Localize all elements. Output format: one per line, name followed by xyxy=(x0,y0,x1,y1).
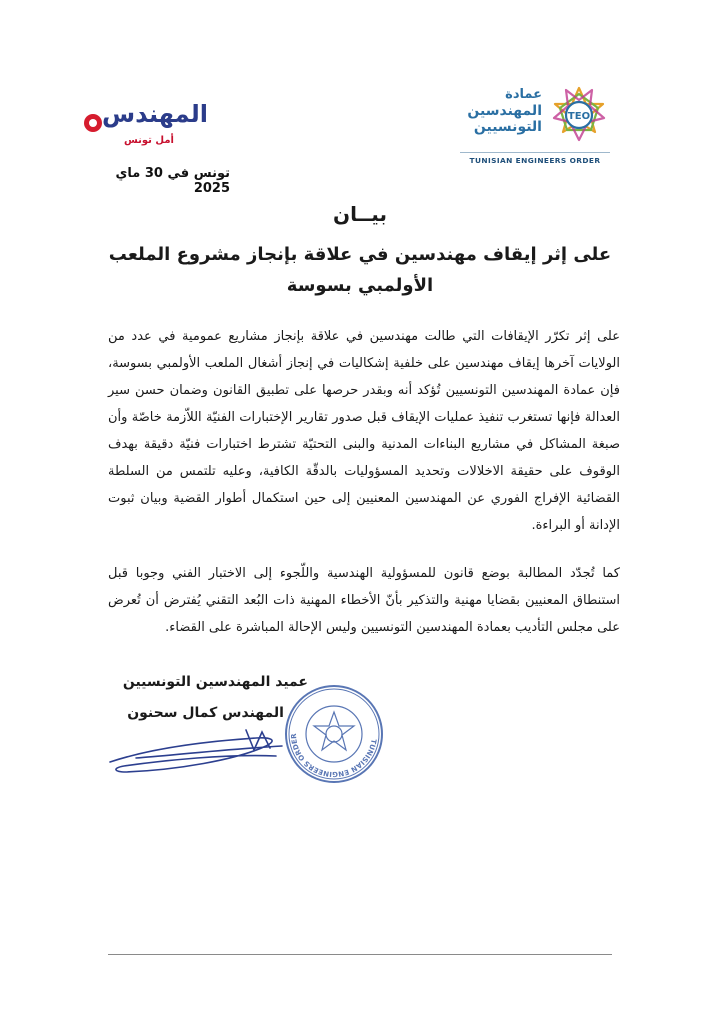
statement-paragraph-2: كما تُجدّد المطالبة بوضع قانون للمسؤولية الهندسية واللّجوء إلى الاختبار الفني وجوبا قبل استنطاق المعنيين بقضايا مهنية والتذكير بأنّ الأخطاء المهنية ذات البُعد التقني يُفترض أن تُعرض على مجلس التأديب بعمادة المهندسين التونسيين وليس الإحالة المباشرة على القضاء. xyxy=(108,566,620,635)
document-type-heading: بيــان xyxy=(333,202,387,226)
ted-emblem-text: TEO xyxy=(567,111,591,122)
ted-star-emblem-icon xyxy=(548,84,610,146)
stamp-text: TUNISIAN ENGINEERS ORDER xyxy=(289,733,378,779)
tunisian-flag-icon xyxy=(84,114,102,132)
ted-logo-english-text: TUNISIAN ENGINEERS ORDER xyxy=(469,156,601,165)
ted-logo-arabic-text xyxy=(467,88,542,135)
statement-paragraph-1: على إثر تكرّر الإيقافات التي طالت مهندسين في علاقة بإنجاز مشاريع عمومية في عدد من الولايات آخرها إيقاف مهندسين على خلفية إشكاليات في إنجاز أشغال الملعب الأولمبي بسوسة، فإن عمادة المهندسين التونسيين تُؤكد أنه وبقدر حرصها على تطبيق القانون وضمان حسن سير العدالة فإنها تستغرب تنفيذ عمليات الإيقاف قبل صدور تقارير الإختبارات الفنيّة اللاّزمة خاصّة وأن صبغة المشاكل في مشاريع البناءات المدنية والبنى التحتيّة تشترط اختبارات فنيّة دقيقة بهدف الوقوف على حقيقة الاخلالات وتحديد المسؤوليات بالدقّة الكافية، وعليه تلتمس من السلطة القضائية الإفراج الفوري عن المهندسين المعنيين إلى حين استكمال أطوار القضية وبيان ثبوت الإدانة أو البراءة. xyxy=(108,329,620,533)
al-mohandes-logo-tagline: أمل تونس xyxy=(124,135,174,146)
ted-logo-line-3: التونسيين xyxy=(473,119,542,136)
ted-logo-line-2: المهندسين xyxy=(467,102,542,119)
handwritten-signature-icon xyxy=(106,720,286,780)
signatory-name: المهندس كمال سحنون xyxy=(127,705,284,721)
al-mohandes-logo-word: المهندس xyxy=(102,100,208,128)
ted-logo-line-1: عمادة xyxy=(505,87,542,102)
tunisian-engineers-order-logo xyxy=(460,84,610,174)
document-title: على إثر إيقاف مهندسين في علاقة بإنجاز مشروع الملعب الأولمبي بسوسة xyxy=(108,244,612,296)
ted-logo-rule xyxy=(460,152,610,153)
footer-rule xyxy=(108,954,612,955)
signatory-role: عميد المهندسين التونسيين xyxy=(122,674,308,690)
al-mohandes-logo xyxy=(84,100,208,156)
official-stamp-icon xyxy=(282,682,386,786)
document-date: تونس في 30 ماي 2025 xyxy=(115,166,230,196)
